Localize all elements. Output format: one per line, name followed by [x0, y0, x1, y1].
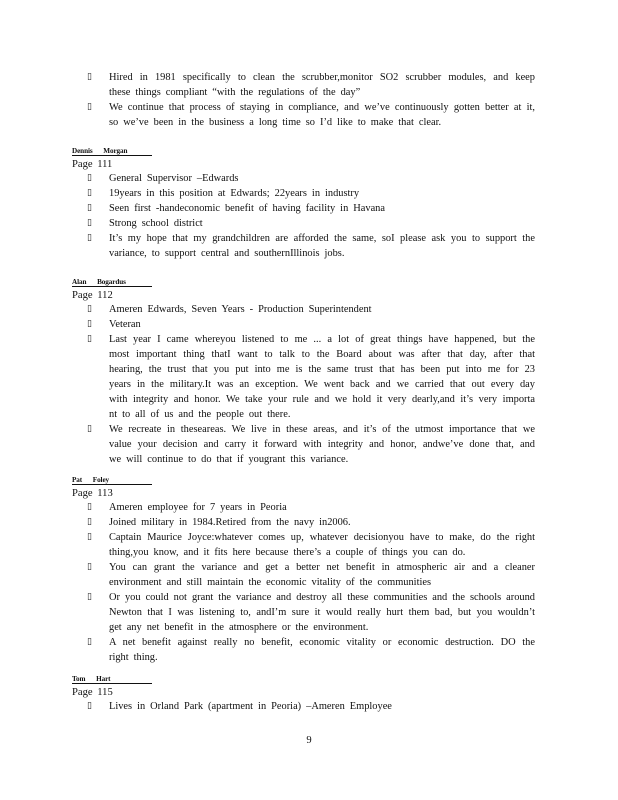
- speaker-underline: [72, 484, 152, 485]
- speaker-underline: [72, 286, 152, 287]
- bullet-text: Or you could not grant the variance and destroy all these communities and the schools around Newton that I was listening to, andI’m sure it would really hurt them bad, but you wouldn’t get any net benefit in the atmosphere or the environment.: [109, 592, 535, 633]
- page-reference: Page 112: [72, 290, 113, 301]
- speaker-name: Alan Bogardus: [72, 278, 126, 286]
- bullet-text: Veteran: [109, 319, 141, 330]
- speaker-bullet-list: [87, 699, 535, 714]
- speaker-underline: [72, 155, 152, 156]
- bullet-icon: ▯: [87, 517, 92, 527]
- speaker-bullet-list: [87, 302, 535, 467]
- bullet-text: Ameren Edwards, Seven Years - Production Superintendent: [109, 304, 372, 315]
- bullet-item: [87, 70, 535, 100]
- bullet-item: [87, 332, 535, 422]
- bullet-item: [87, 500, 535, 515]
- bullet-icon: ▯: [87, 502, 92, 512]
- bullet-icon: ▯: [87, 203, 92, 213]
- bullet-text: We recreate in theseareas. We live in these areas, and it’s of the utmost importance that we value your decision and carry it forward with integrity and honor, andwe’ve done that, and we will continue to do that if yougrant this variance.: [109, 424, 535, 465]
- speaker-bullet-list: [87, 171, 535, 261]
- bullet-item: [87, 530, 535, 560]
- bullet-text: It’s my hope that my grandchildren are afforded the same, soI please ask you to support the variance, to support central and southernIllinois jobs.: [109, 233, 535, 259]
- bullet-item: [87, 201, 535, 216]
- bullet-item: [87, 635, 535, 665]
- bullet-text: Strong school district: [109, 218, 203, 229]
- bullet-icon: ▯: [87, 173, 92, 183]
- bullet-text: Seen first -handeconomic benefit of having facility in Havana: [109, 203, 385, 214]
- bullet-item: [87, 216, 535, 231]
- bullet-icon: ▯: [87, 233, 92, 243]
- bullet-text: General Supervisor –Edwards: [109, 173, 239, 184]
- page-reference: Page 111: [72, 159, 113, 170]
- bullet-item: [87, 590, 535, 635]
- bullet-text: You can grant the variance and get a better net benefit in atmospheric air and a cleaner environment and still maintain the economic vitality of the communities: [109, 562, 535, 588]
- bullet-item: [87, 302, 535, 317]
- speaker-name: Pat Foley: [72, 476, 110, 484]
- bullet-icon: ▯: [87, 319, 92, 329]
- bullet-text: Joined military in 1984.Retired from the navy in2006.: [109, 517, 351, 528]
- bullet-item: [87, 186, 535, 201]
- bullet-icon: ▯: [87, 424, 92, 434]
- bullet-item: [87, 100, 535, 130]
- speaker-underline: [72, 683, 152, 684]
- bullet-icon: ▯: [87, 334, 92, 344]
- bullet-icon: ▯: [87, 592, 92, 602]
- bullet-icon: ▯: [87, 701, 92, 711]
- bullet-icon: ▯: [87, 637, 92, 647]
- bullet-item: [87, 699, 535, 714]
- bullet-item: [87, 515, 535, 530]
- bullet-item: [87, 560, 535, 590]
- bullet-item: [87, 231, 535, 261]
- bullet-item: [87, 422, 535, 467]
- bullet-text: Last year I came whereyou listened to me ... a lot of great things have happened, but the most important thing thatI want to talk to the Board about was after that day, after that hearing, the trust that you put into me is the same trust that has been put into me for 23 years in the military.It was an exception. We went back and we carried that out every day with integrity and honor. We take your rule and we hold it very dearly,and it’s very importa nt to all of us and the people out there.: [109, 334, 535, 420]
- bullet-text: Ameren employee for 7 years in Peoria: [109, 502, 287, 513]
- speaker-name: Tom Hart: [72, 675, 111, 683]
- bullet-icon: ▯: [87, 218, 92, 228]
- bullet-text: A net benefit against really no benefit, economic vitality or economic destruction. DO the right thing.: [109, 637, 535, 663]
- bullet-text: We continue that process of staying in compliance, and we’ve continuously gotten better at it, so we’ve been in the business a long time so I’d like to make that clear.: [109, 102, 535, 128]
- bullet-text: Lives in Orland Park (apartment in Peoria) –Ameren Employee: [109, 701, 392, 712]
- bullet-text: Hired in 1981 specifically to clean the scrubber,monitor SO2 scrubber modules, and keep these things compliant “with the regulations of the day”: [109, 72, 535, 98]
- page-reference: Page 115: [72, 687, 113, 698]
- bullet-icon: ▯: [87, 304, 92, 314]
- speaker-bullet-list: [87, 500, 535, 665]
- page-reference: Page 113: [72, 488, 113, 499]
- bullet-item: [87, 317, 535, 332]
- bullet-text: Captain Maurice Joyce:whatever comes up, whatever decisionyou have to make, do the right thing,you know, and it fits here because there’s a couple of things you can do.: [109, 532, 535, 558]
- bullet-text: 19years in this position at Edwards; 22years in industry: [109, 188, 360, 199]
- page-number: 9: [306, 735, 312, 746]
- bullet-item: [87, 171, 535, 186]
- speaker-name: Dennis Morgan: [72, 147, 128, 155]
- bullet-icon: ▯: [87, 72, 92, 82]
- bullet-icon: ▯: [87, 102, 92, 112]
- bullet-icon: ▯: [87, 532, 92, 542]
- bullet-icon: ▯: [87, 188, 92, 198]
- intro-bullet-list: [87, 70, 535, 130]
- bullet-icon: ▯: [87, 562, 92, 572]
